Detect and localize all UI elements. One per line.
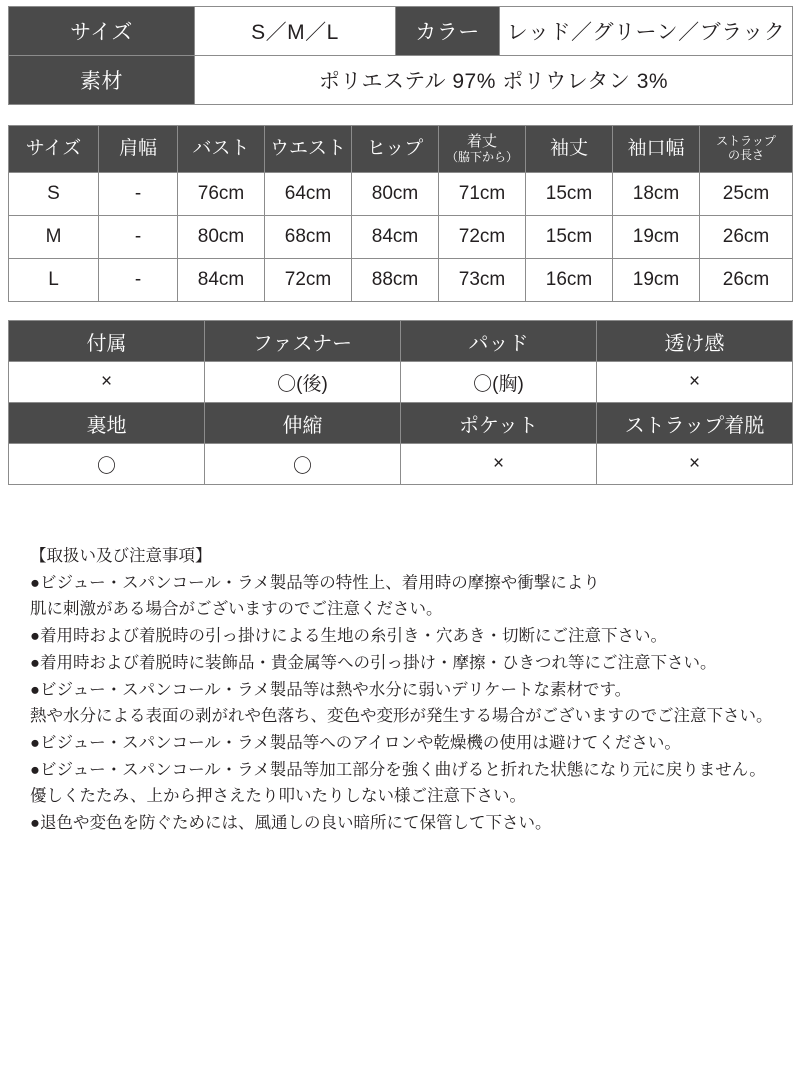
notes-line: ●着用時および着脱時に装飾品・貴金属等への引っ掛け・摩擦・ひきつれ等にご注意下さい。 — [30, 653, 717, 672]
feat-value-strap-detach: × — [597, 444, 793, 485]
table-header-row — [9, 403, 793, 444]
col-header-strap-main: ストラップ — [716, 134, 776, 149]
care-notes — [8, 543, 792, 837]
col-header-size: サイズ — [9, 126, 99, 173]
cell-size: L — [9, 259, 99, 302]
feat-header-pocket: ポケット — [401, 403, 597, 444]
table-header-row — [9, 126, 793, 173]
col-header-waist: ウエスト — [265, 126, 352, 173]
table-header-row — [9, 321, 793, 362]
spacer — [8, 302, 792, 320]
cell-waist: 72cm — [265, 259, 352, 302]
cell-cuff-width: 18cm — [613, 173, 700, 216]
spec-color-header: カラー — [396, 7, 500, 56]
feature-table — [8, 320, 793, 485]
feat-value-pad: 〇(胸) — [401, 362, 597, 403]
cell-strap: 26cm — [700, 259, 793, 302]
col-header-shoulder: 肩幅 — [99, 126, 178, 173]
table-row — [9, 173, 793, 216]
notes-line: ●ビジュー・スパンコール・ラメ製品等は熱や水分に弱いデリケートな素材です。 — [30, 680, 632, 699]
col-header-length-sub: （脇下から） — [445, 149, 518, 164]
cell-strap: 25cm — [700, 173, 793, 216]
cell-sleeve-length: 15cm — [526, 173, 613, 216]
cell-length: 73cm — [439, 259, 526, 302]
feat-value-lining: 〇 — [9, 444, 205, 485]
notes-line: ●ビジュー・スパンコール・ラメ製品等加工部分を強く曲げると折れた状態になり元に戻りません。 — [30, 760, 766, 779]
cell-length: 72cm — [439, 216, 526, 259]
spec-size-value: S／M／L — [195, 7, 396, 56]
cell-hip: 80cm — [352, 173, 439, 216]
cell-shoulder: - — [99, 173, 178, 216]
feat-header-zipper: ファスナー — [205, 321, 401, 362]
col-header-bust: バスト — [178, 126, 265, 173]
spec-material-header: 素材 — [9, 56, 195, 105]
col-header-sleeve-length: 袖丈 — [526, 126, 613, 173]
spacer — [8, 105, 792, 125]
feat-header-sheerness: 透け感 — [597, 321, 793, 362]
feat-header-stretch: 伸縮 — [205, 403, 401, 444]
spec-material-value: ポリエステル 97% ポリウレタン 3% — [195, 56, 793, 105]
feat-header-strap-detach: ストラップ着脱 — [597, 403, 793, 444]
notes-title: 【取扱い及び注意事項】 — [30, 547, 212, 565]
cell-size: S — [9, 173, 99, 216]
col-header-hip: ヒップ — [352, 126, 439, 173]
notes-line: ●ビジュー・スパンコール・ラメ製品等へのアイロンや乾燥機の使用は避けてください。 — [30, 734, 681, 753]
table-row — [9, 444, 793, 485]
cell-shoulder: - — [99, 216, 178, 259]
table-row — [9, 56, 793, 105]
table-row — [9, 7, 793, 56]
feat-value-pocket: × — [401, 444, 597, 485]
cell-cuff-width: 19cm — [613, 216, 700, 259]
spec-size-header: サイズ — [9, 7, 195, 56]
cell-bust: 76cm — [178, 173, 265, 216]
table-row — [9, 362, 793, 403]
notes-line: 優しくたたみ、上から押さえたり叩いたりしない様ご注意下さい。 — [30, 787, 526, 806]
cell-shoulder: - — [99, 259, 178, 302]
cell-hip: 84cm — [352, 216, 439, 259]
col-header-strap-sub: の長さ — [727, 148, 764, 162]
notes-line: ●退色や変色を防ぐためには、風通しの良い暗所にて保管して下さい。 — [30, 814, 552, 833]
table-row — [9, 216, 793, 259]
table-row — [9, 259, 793, 302]
feat-value-stretch: 〇 — [205, 444, 401, 485]
cell-bust: 84cm — [178, 259, 265, 302]
feat-header-pad: パッド — [401, 321, 597, 362]
col-header-length-main: 着丈 — [466, 133, 497, 151]
spec-color-value: レッド／グリーン／ブラック — [500, 7, 793, 56]
notes-line: ●着用時および着脱時の引っ掛けによる生地の糸引き・穴あき・切断にご注意下さい。 — [30, 627, 667, 646]
notes-line: 肌に刺激がある場合がございますのでご注意ください。 — [30, 600, 443, 619]
feat-value-zipper: 〇(後) — [205, 362, 401, 403]
col-header-cuff-width: 袖口幅 — [613, 126, 700, 173]
feat-header-lining: 裏地 — [9, 403, 205, 444]
cell-hip: 88cm — [352, 259, 439, 302]
cell-sleeve-length: 15cm — [526, 216, 613, 259]
measurement-table — [8, 125, 793, 302]
cell-strap: 26cm — [700, 216, 793, 259]
cell-cuff-width: 19cm — [613, 259, 700, 302]
cell-bust: 80cm — [178, 216, 265, 259]
cell-size: M — [9, 216, 99, 259]
cell-waist: 68cm — [265, 216, 352, 259]
cell-sleeve-length: 16cm — [526, 259, 613, 302]
col-header-length — [439, 126, 526, 173]
feat-value-sheerness: × — [597, 362, 793, 403]
feat-value-accessory: × — [9, 362, 205, 403]
cell-waist: 64cm — [265, 173, 352, 216]
feat-header-accessory: 付属 — [9, 321, 205, 362]
spec-summary-table — [8, 6, 793, 105]
notes-line: ●ビジュー・スパンコール・ラメ製品等の特性上、着用時の摩擦や衝撃により — [30, 573, 600, 592]
col-header-strap — [700, 126, 793, 173]
notes-line: 熱や水分による表面の剥がれや色落ち、変色や変形が発生する場合がございますのでご注意下さい。 — [30, 707, 773, 726]
cell-length: 71cm — [439, 173, 526, 216]
